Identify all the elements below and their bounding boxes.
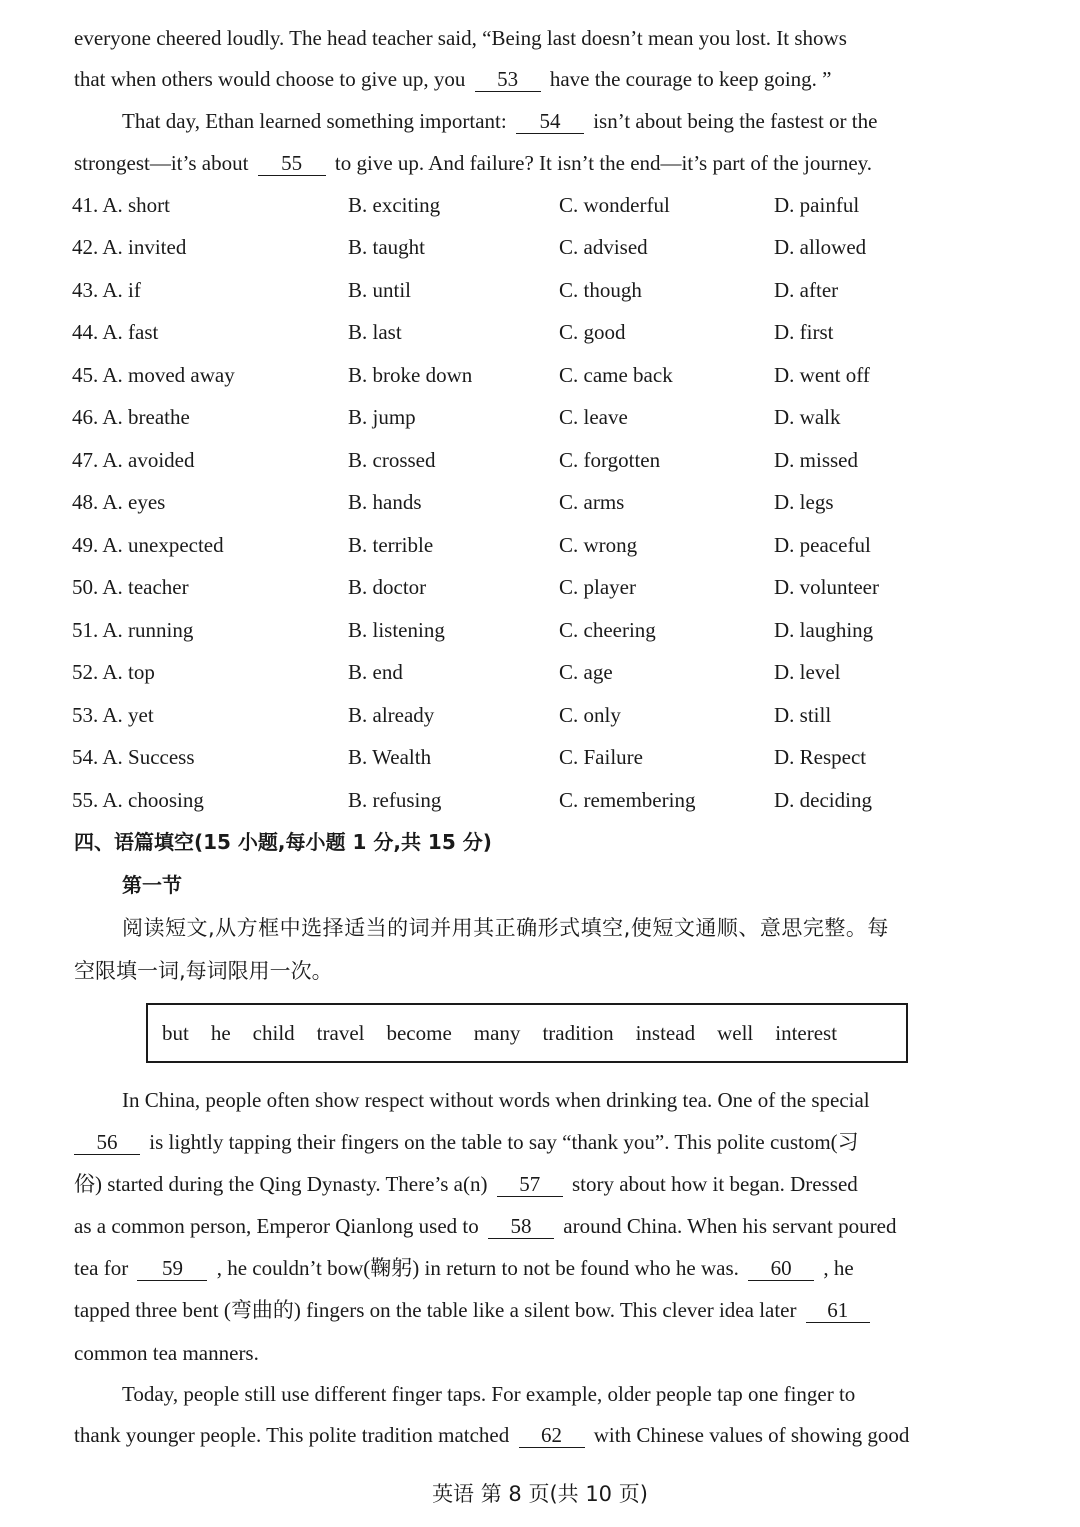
option-c[interactable]: C. player bbox=[559, 575, 636, 599]
passage-text: In China, people often show respect without words when drinking tea. One of the special bbox=[122, 1088, 870, 1112]
option-c[interactable]: C. good bbox=[559, 320, 626, 344]
word-option: he bbox=[210, 1020, 231, 1045]
passage-line bbox=[122, 1085, 986, 1115]
question-row-54 bbox=[72, 742, 972, 772]
option-d[interactable]: D. first bbox=[774, 320, 834, 344]
option-b[interactable]: B. crossed bbox=[348, 448, 436, 472]
word-option: well bbox=[717, 1020, 754, 1045]
option-a[interactable]: 52. A. top bbox=[72, 660, 155, 684]
option-c[interactable]: C. advised bbox=[559, 235, 648, 259]
passage-line bbox=[74, 1338, 986, 1368]
option-c[interactable]: C. leave bbox=[559, 405, 628, 429]
question-row-45 bbox=[72, 360, 972, 390]
option-c[interactable]: C. though bbox=[559, 278, 642, 302]
option-b[interactable]: B. Wealth bbox=[348, 745, 432, 769]
passage-text: as a common person, Emperor Qianlong used to bbox=[74, 1214, 479, 1238]
option-a[interactable]: 45. A. moved away bbox=[72, 363, 235, 387]
option-d[interactable]: D. painful bbox=[774, 193, 860, 217]
option-c[interactable]: C. Failure bbox=[559, 745, 643, 769]
option-b[interactable]: B. end bbox=[348, 660, 403, 684]
sub-heading: 第一节 bbox=[122, 873, 182, 897]
blank-57[interactable]: 57 bbox=[497, 1172, 563, 1197]
passage-text: is lightly tapping their fingers on the table to say “thank you”. This polite custom(习 bbox=[149, 1130, 859, 1154]
option-b[interactable]: B. hands bbox=[348, 490, 422, 514]
option-d[interactable]: D. Respect bbox=[774, 745, 867, 769]
option-b[interactable]: B. already bbox=[348, 703, 435, 727]
passage-text: story about how it began. Dressed bbox=[571, 1172, 858, 1196]
question-row-43 bbox=[72, 275, 972, 305]
blank-61[interactable]: 61 bbox=[806, 1298, 870, 1323]
passage-text: That day, Ethan learned something important: bbox=[122, 109, 507, 133]
passage-line bbox=[74, 23, 986, 53]
option-b[interactable]: B. broke down bbox=[348, 363, 473, 387]
word-option: child bbox=[252, 1020, 295, 1045]
question-row-55 bbox=[72, 785, 972, 815]
question-row-46 bbox=[72, 402, 972, 432]
option-d[interactable]: D. deciding bbox=[774, 788, 872, 812]
question-row-51 bbox=[72, 615, 972, 645]
option-d[interactable]: D. peaceful bbox=[774, 533, 871, 557]
option-d[interactable]: D. walk bbox=[774, 405, 841, 429]
passage-text: Today, people still use different finger taps. For example, older people tap one finger to bbox=[122, 1382, 856, 1406]
passage-line bbox=[74, 1127, 986, 1157]
passage-line bbox=[74, 148, 986, 178]
option-a[interactable]: 41. A. short bbox=[72, 193, 171, 217]
passage-text: everyone cheered loudly. The head teacher said, “Being last doesn’t mean you lost. It shows bbox=[74, 26, 847, 50]
option-a[interactable]: 43. A. if bbox=[72, 278, 141, 302]
passage-line bbox=[122, 106, 986, 136]
option-c[interactable]: C. remembering bbox=[559, 788, 696, 812]
passage-text: , he couldn’t bow(鞠躬) in return to not be found who he was. bbox=[216, 1256, 739, 1280]
option-b[interactable]: B. doctor bbox=[348, 575, 427, 599]
question-row-49 bbox=[72, 530, 972, 560]
blank-59[interactable]: 59 bbox=[137, 1256, 207, 1281]
page-footer: 英语 第 8 页(共 10 页) bbox=[432, 1482, 648, 1506]
instruction-line: 阅读短文,从方框中选择适当的词并用其正确形式填空,使短文通顺、意思完整。每 bbox=[122, 916, 889, 940]
blank-60[interactable]: 60 bbox=[748, 1256, 814, 1281]
option-d[interactable]: D. laughing bbox=[774, 618, 874, 642]
option-c[interactable]: C. came back bbox=[559, 363, 673, 387]
option-b[interactable]: B. last bbox=[348, 320, 402, 344]
question-row-44 bbox=[72, 317, 972, 347]
question-row-41 bbox=[72, 190, 972, 220]
passage-text: 俗) started during the Qing Dynasty. There’s a(n) bbox=[74, 1172, 488, 1196]
passage-text: thank younger people. This polite tradition matched bbox=[74, 1423, 510, 1447]
question-row-47 bbox=[72, 445, 972, 475]
word-option: but bbox=[162, 1020, 189, 1045]
word-option: many bbox=[473, 1020, 521, 1045]
option-b[interactable]: B. terrible bbox=[348, 533, 434, 557]
question-row-52 bbox=[72, 657, 972, 687]
passage-line bbox=[74, 1295, 986, 1325]
option-d[interactable]: D. missed bbox=[774, 448, 858, 472]
passage-text: that when others would choose to give up, you bbox=[74, 67, 466, 91]
option-b[interactable]: B. jump bbox=[348, 405, 416, 429]
option-a[interactable]: 53. A. yet bbox=[72, 703, 154, 727]
passage-text: with Chinese values of showing good bbox=[593, 1423, 910, 1447]
question-row-53 bbox=[72, 700, 972, 730]
option-c[interactable]: C. forgotten bbox=[559, 448, 661, 472]
blank-56[interactable]: 56 bbox=[74, 1130, 140, 1155]
option-c[interactable]: C. arms bbox=[559, 490, 625, 514]
question-row-48 bbox=[72, 487, 972, 517]
passage-text: have the courage to keep going. ” bbox=[549, 67, 832, 91]
option-c[interactable]: C. wonderful bbox=[559, 193, 670, 217]
section-heading: 四、语篇填空(15 小题,每小题 1 分,共 15 分) bbox=[74, 830, 492, 854]
option-d[interactable]: D. level bbox=[774, 660, 841, 684]
option-c[interactable]: C. wrong bbox=[559, 533, 638, 557]
option-a[interactable]: 50. A. teacher bbox=[72, 575, 189, 599]
option-b[interactable]: B. exciting bbox=[348, 193, 441, 217]
option-c[interactable]: C. only bbox=[559, 703, 621, 727]
instruction-line: 空限填一词,每词限用一次。 bbox=[74, 959, 333, 983]
passage-text: strongest—it’s about bbox=[74, 151, 249, 175]
passage-text: tea for bbox=[74, 1256, 129, 1280]
option-a[interactable]: 42. A. invited bbox=[72, 235, 187, 259]
passage-line bbox=[74, 1211, 986, 1241]
option-d[interactable]: D. went off bbox=[774, 363, 870, 387]
passage-line bbox=[74, 1253, 986, 1283]
passage-line bbox=[122, 1379, 986, 1409]
blank-55[interactable]: 55 bbox=[258, 151, 326, 176]
option-b[interactable]: B. refusing bbox=[348, 788, 442, 812]
passage-line bbox=[74, 1420, 986, 1450]
word-option: tradition bbox=[542, 1020, 614, 1045]
passage-text: common tea manners. bbox=[74, 1341, 259, 1365]
option-a[interactable]: 44. A. fast bbox=[72, 320, 159, 344]
option-d[interactable]: D. still bbox=[774, 703, 832, 727]
option-a[interactable]: 48. A. eyes bbox=[72, 490, 166, 514]
passage-text: tapped three bent (弯曲的) fingers on the table like a silent bow. This clever idea later bbox=[74, 1298, 797, 1322]
blank-62[interactable]: 62 bbox=[519, 1423, 585, 1448]
word-option: travel bbox=[316, 1020, 365, 1045]
question-row-42 bbox=[72, 232, 972, 262]
blank-54[interactable]: 54 bbox=[516, 109, 584, 134]
option-c[interactable]: C. cheering bbox=[559, 618, 656, 642]
passage-text: to give up. And failure? It isn’t the end—it’s part of the journey. bbox=[334, 151, 873, 175]
passage-text: isn’t about being the fastest or the bbox=[593, 109, 878, 133]
option-d[interactable]: D. allowed bbox=[774, 235, 867, 259]
word-option: interest bbox=[775, 1020, 838, 1045]
passage-text: around China. When his servant poured bbox=[563, 1214, 897, 1238]
option-a[interactable]: 46. A. breathe bbox=[72, 405, 190, 429]
option-b[interactable]: B. listening bbox=[348, 618, 445, 642]
option-d[interactable]: D. after bbox=[774, 278, 839, 302]
option-a[interactable]: 51. A. running bbox=[72, 618, 194, 642]
word-box bbox=[146, 1003, 908, 1063]
option-b[interactable]: B. until bbox=[348, 278, 412, 302]
option-a[interactable]: 55. A. choosing bbox=[72, 788, 204, 812]
passage-text: , he bbox=[823, 1256, 854, 1280]
option-d[interactable]: D. legs bbox=[774, 490, 834, 514]
option-a[interactable]: 47. A. avoided bbox=[72, 448, 195, 472]
blank-58[interactable]: 58 bbox=[488, 1214, 554, 1239]
passage-line bbox=[74, 1169, 986, 1199]
passage-line bbox=[74, 64, 986, 94]
question-row-50 bbox=[72, 572, 972, 602]
option-c[interactable]: C. age bbox=[559, 660, 613, 684]
word-option: become bbox=[386, 1020, 452, 1045]
blank-53[interactable]: 53 bbox=[475, 67, 541, 92]
option-a[interactable]: 54. A. Success bbox=[72, 745, 195, 769]
word-option: instead bbox=[635, 1020, 696, 1045]
option-b[interactable]: B. taught bbox=[348, 235, 425, 259]
option-a[interactable]: 49. A. unexpected bbox=[72, 533, 224, 557]
option-d[interactable]: D. volunteer bbox=[774, 575, 879, 599]
